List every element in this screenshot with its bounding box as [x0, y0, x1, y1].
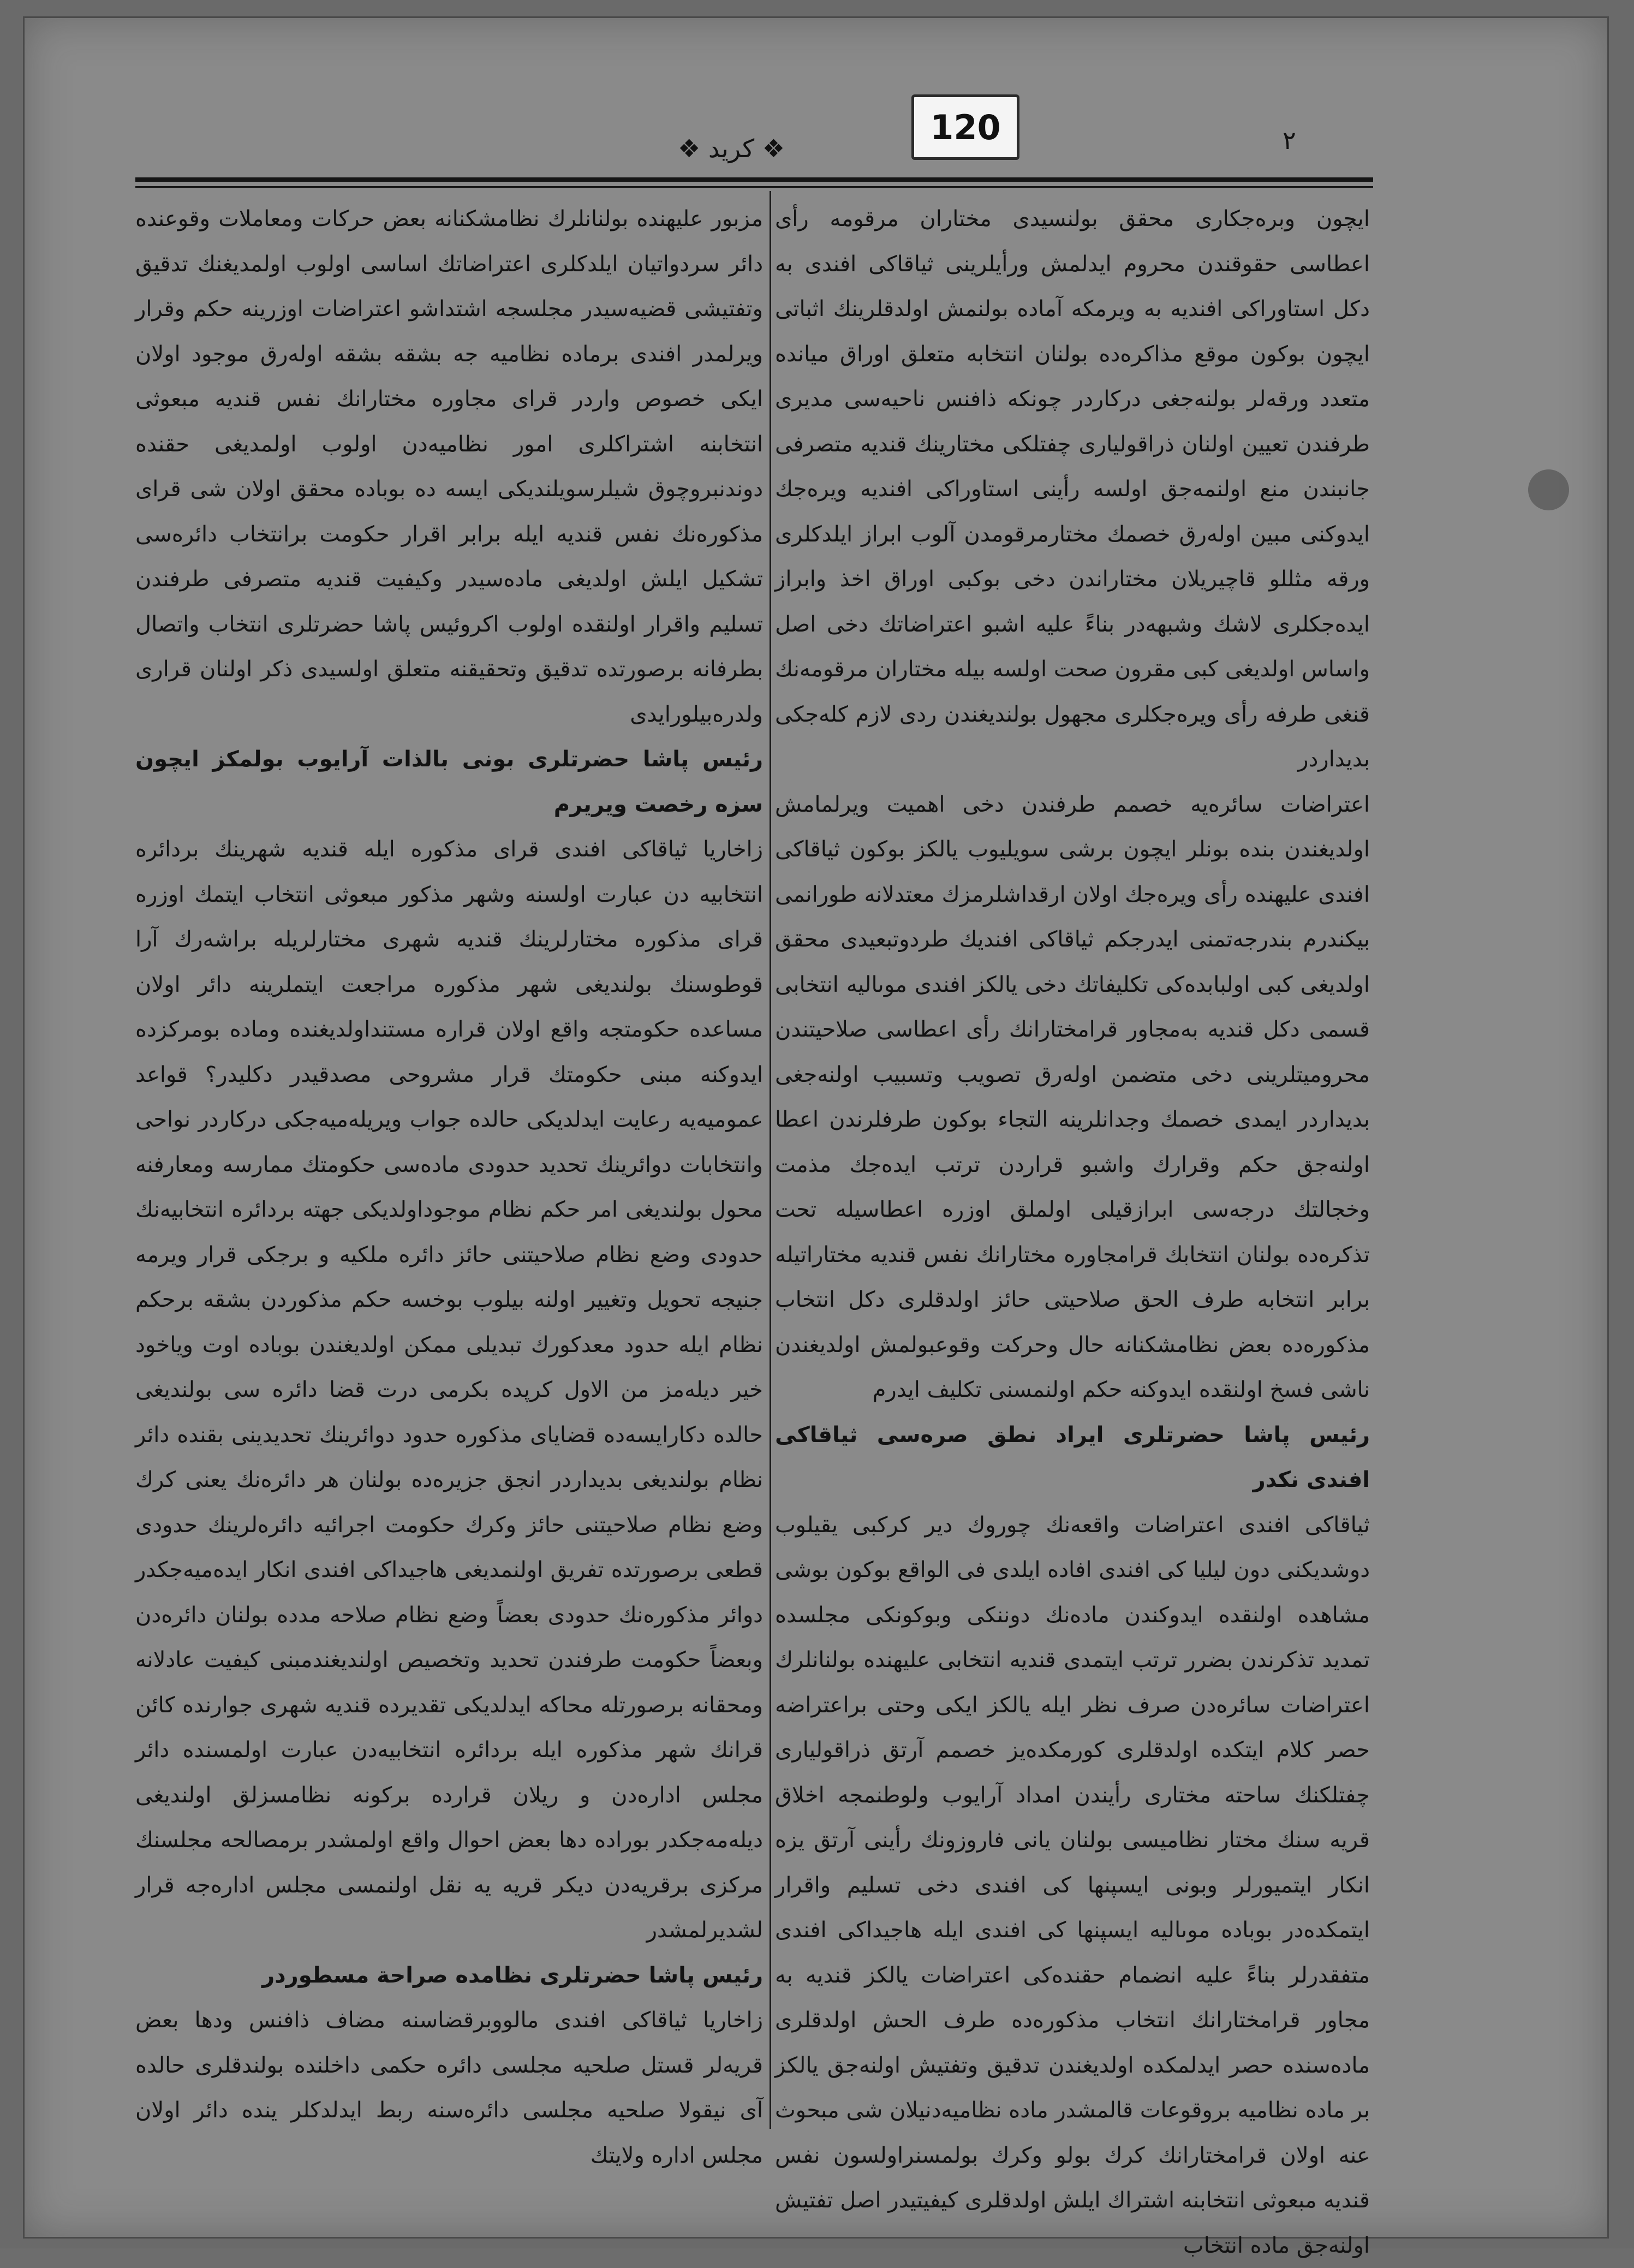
paragraph: اعتراضات سائره‌يه خصمم طرفندن دخى اهميت ويرلمامش اولديغندن بنده بونلر ايچون برشى سويليوب يالكز بوكون ثياقاكى افندى عليهنده رأى ويره‌جك اولان ارقداشلرمزك معتدلانه طورانمى بيكندرم بندرجه‌تمنى ايدرجكم ثياقاكى افنديك طردوتبعيدى محقق اولديغى كبى اولبابده‌كى تكليفاتك دخى يالكز افندى موىاليه انتخابى قسمى دكل قنديه به‌مجاور قرامختارانك رأى اعطاسى صلاحيتندن محروميتلرينى دخى متضمن اوله‌رق تصويب وتسبيب اولنه‌جغى بديداردر ايمدى خصمك وجدانلرينه التجاء بوكون طرفلرندن اعطا اولنه‌جق حكم وقرارك واشبو قراردن ترتب ايده‌جك مذمت وخجالتك درجه‌سى ابرازقيلى اولملق اوزره اعطاسيله تحت تذكره‌ده بولنان انتخابك قرامجاوره مختارانك نفس قنديه مختاراتيله برابر انتخابه طرف الحق صلاحيتى حائز اولدقلرى دكل انتخاب مذكوره‌ده بعض نظامشكنانه حال وحركت وقوعبولمش اولديغندن ناشى فسخ اولنقده ايدوكنه حكم اولنمسنى تكليف ايدرم [775, 782, 1370, 1413]
right-column [775, 197, 1370, 2162]
paper-stain [1528, 469, 1569, 510]
header-rule [135, 177, 1373, 182]
masthead-title: ❖ كريد ❖ [639, 134, 824, 163]
archive-number-label: 120 [911, 94, 1019, 160]
speaker-line: رئيس پاشا حضرتلرى بونى بالذات آرايوب بولمكز ايچون سزه رخصت ويريرم [135, 737, 763, 827]
paragraph: زاخاريا ثياقاكى افندى قراى مذكوره ايله قنديه شهرينك بردائره انتخابيه دن عبارت اولسنه وشهر مذكور مبعوثى انتخاب ايتمك اوزره قراى مذكوره مختارلرينك قنديه شهرى مختارلريله براشه‌رك آرا قوطوسنك بولنديغى شهر مذكوره مراجعت ايتملرينه دائر اولان مساعده حكومتجه واقع اولان قراره مستنداولديغنده وماده بومركزده ايدوكنه مبنى حكومتك قرار مشروحى مصدقيدر دكليدر؟ قواعد عموميه‌يه رعايت ايدلديكى حالده جواب ويريله‌ميه‌جكى دركاردر نواحى وانتخابات دوائرينك تحديد حدودى ماده‌سى حكومتك ممارسه ومعارفنه محول بولنديغى امر حكم نظام موجوداولديكى جهته بردائره انتخابيه‌نك حدودى وضع نظام صلاحيتنى حائز دائره ملكيه و برجكى قرار ويرمه جنيجه تحويل وتغيير اولنه بيلوب بوخسه حكم مذكوردن بشقه برحكم نظام ايله حدود معدكورك تبديلى ممكن اولديغندن بوباده اوت وياخود خير ديله‌مز من الاول كرپده بكرمى درت قضا دائره سى بولنديغى حالده دكارايسه‌ده قضاياى مذكوره حدود دوائرينك تحديدينى بقنده دائر نظام بولنديغى بديداردر انجق جزيره‌ده بولنان هر دائره‌نك يعنى كرك وضع نظام صلاحيتنى حائز وكرك حكومت اجرائيه دائره‌لرينك حدودى قطعى برصورتده تفريق اولنمديغى هاجيداكى افندى انكار ايده‌ميه‌جكدر دوائر مذكوره‌نك حدودى بعضاً وضع نظام صلاحه مدده بولنان دائره‌دن وبعضاً حكومت طرفندن تحديد وتخصيص اولنديغندمبنى كيفيت عادلانه ومحقانه برصورتله محاكه ايدلديكى تقديرده قنديه شهرى جوارنده كائن قرانك شهر مذكوره ايله بردائره انتخابيه‌دن عبارت اولمسنده دائر مجلس اداره‌دن و ريلان قرارده بركونه نظامسزلق اولنديغى ديله‌مه‌جكدر بوراده دها بعض احوال واقع اولمشدر برمصالحه مجلسنك مركزى برقريه‌دن ديكر قريه يه نقل اولنمسى مجلس اداره‌جه قرار لشديرلمشدر [135, 827, 763, 1953]
column-divider [770, 191, 771, 2129]
speaker-line: رئيس پاشا حضرتلرى نظامده صراحة مسطوردر [135, 1953, 763, 1998]
header-rule-thin [135, 186, 1373, 188]
speaker-line: رئيس پاشا حضرتلرى ايراد نطق صره‌سى ثياقاكى افندى نكدر [775, 1413, 1370, 1503]
paragraph: ثياقاكى افندى اعتراضات واقعه‌نك چوروك دير كركبى يقيلوب دوشديكنى دون ليليا كى افندى افاده ايلدى فى الواقع بوكون بوشى مشاهده اولنقده ايدوكندن ماده‌نك دوننكى وبوكونكى مجلسده تمديد تذكرندن بضرر ترتب ايتمدى قنديه انتخابى عليهنده بولنانلرك اعتراضات سائره‌دن صرف نظر ايله يالكز ايكى وحتى براعتراضه حصر كلام ايتكده اولدقلرى كورمكده‌يز خصمم آرتق ذراقوليارى چفتلكنك ساحته مختارى رأيندن امداد آرايوب ولوطنمجه اخلاق قريه سنك مختار نظاميسى بولنان يانى فاروزونك رأينى آرتق يزه انكار ايتميورلر وبونى ايسپنها كى افندى دخى تسليم واقرار ايتمكده‌در بوباده موىاليه ايسپنها كى افندى ايله هاجيداكى افندى متفقدرلر بناءً عليه انضمام حقنده‌كى اعتراضات يالكز قنديه به مجاور قرامختارانك انتخاب مذكوره‌ده طرف الحش اولدقلرى ماده‌سنده حصر ايدلمكده اولديغندن تدقيق وتفتيش اولنه‌جق يالكز بر ماده نظاميه بروقوعات قالمشدر ماده نظاميه‌دنيلان شى مبحوث عنه اولان قرامختارانك كرك بولو وكرك بولمسنراولسون نفس قنديه مبعوثى انتخابنه اشتراك ايلش اولدقلرى كيفيتيدر اصل تفتيش اولنه‌جق ماده انتخاب [775, 1503, 1370, 2268]
paragraph: مزبور عليهنده بولنانلرك نظامشكنانه بعض حركات ومعاملات وقوعنده دائر سردواتيان ايلدكلرى اعتراضاتك اساسى اولوب اولمديغنك تدقيق وتفتيشى قضيه‌سيدر مجلسجه اشتداشو اعتراضات اوزرينه حكم وقرار ويرلمدر افندى برماده نظاميه جه بشقه بشقه اوله‌رق موجود اولان ايكى خصوص واردر قراى مجاوره مختارانك نفس قنديه مبعوثى انتخابنه اشتراكلرى امور نظاميه‌دن اولوب اولمديغى حقنده دوندنبروچوق شيلرسويلنديكى ايسه ده بوباده محقق اولان شى قراى مذكوره‌نك نفس قنديه ايله برابر اقرار حكومت برانتخاب دائره‌سى تشكيل ايلش اولديغى ماده‌سيدر وكيفيت قنديه متصرفى طرفندن تسليم واقرار اولنقده اولوب اكروئيس پاشا حضرتلرى انتخاب واتصال بطرفانه برصورتده تدقيق وتحقيقنه متعلق اولسيدى ذكر اولنان قرارى ولدره‌بيلورايدى [135, 197, 763, 737]
paragraph: زاخاريا ثياقاكى افندى مالووبرقضاسنه مضاف ذافنس ودها بعض قريه‌لر قستل صلحيه مجلسى دائره حكمى داخلنده بولندقلرى حالده آى نيقولا صلحيه مجلسى دائره‌سنه ربط ايدلدكلر ينده دائر اولان مجلس اداره ولايتك [135, 1998, 763, 2178]
issue-number: ٢ [1283, 126, 1296, 155]
paragraph: ايچون وبره‌جكارى محقق بولنسيدى مختاران مرقومه رأى اعطاسى حقوقندن محروم ايدلمش ورأيلرينى ثياقاكى افندى به دكل استاوراكى افنديه‌ به ويرمكه آماده بولنمش اولدقلرينك اثباتى ايچون بوكون موقع مذاكره‌ده بولنان انتخابه متعلق اوراق ميانده متعدد ورقه‌لر بولنه‌جغى دركاردر چونكه ذافنس ناحيه‌سى مديرى طرفندن تعيين اولنان ذراقوليارى چفتلكى مختارينك قنديه متصرفى جانبندن منع اولنمه‌جق اولسه رأينى استاوراكى افنديه ويره‌جك ايدوكنى مبين اوله‌رق خصمك مختارمرقومدن آلوب ابراز ايلدكلرى ورقه مثللو قاچيريلان مختاراندن دخى بوكبى اوراق اخذ وابراز ايده‌جكلرى لاشك وشبهه‌در بناءً عليه اشبو اعتراضاتك دخى اصل واساس اولديغى كبى مقرون صحت اولسه بيله مختاران مرقومه‌نك قنغى طرفه رأى ويره‌جكلرى مجهول بولنديغندن ردى لازم كله‌جكى بديداردر [775, 197, 1370, 782]
left-column [135, 197, 763, 2006]
